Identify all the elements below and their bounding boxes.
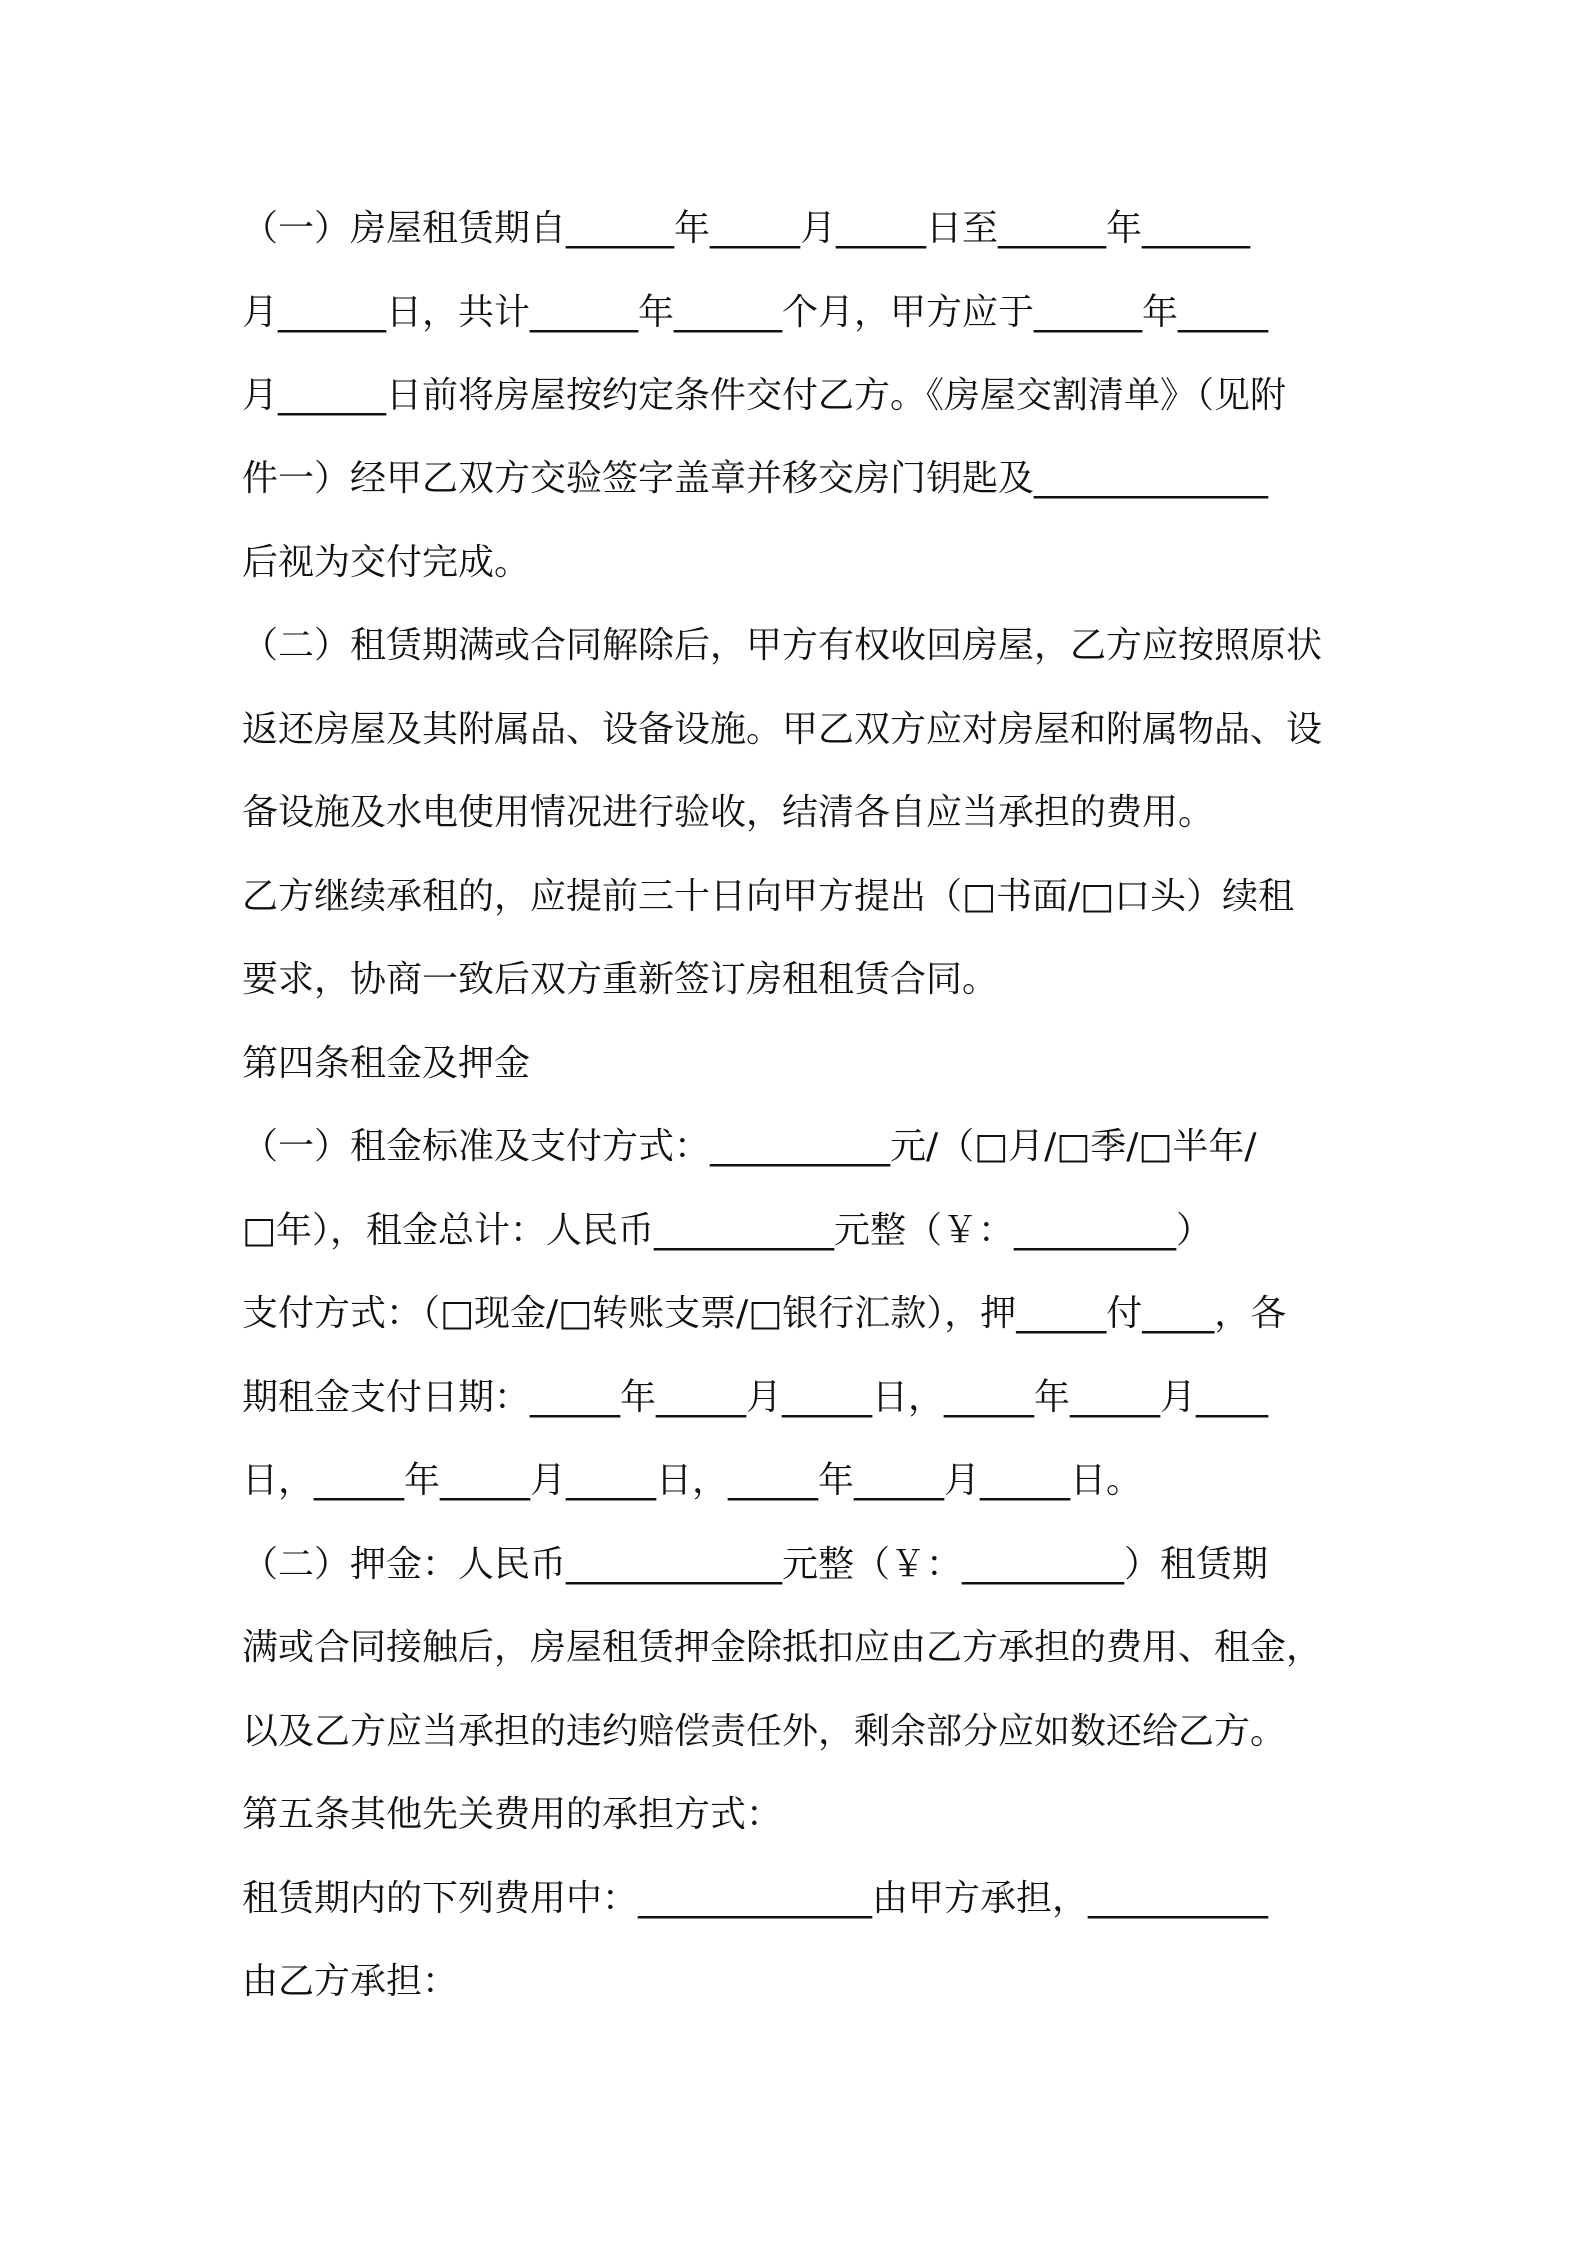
text-line: 月______日前将房屋按约定条件交付乙方。《房屋交割清单》（见附: [242, 375, 1287, 416]
text-line: 月______日，共计______年______个月，甲方应于______年_____: [242, 292, 1269, 333]
text-line: 期租金支付日期：_____年_____月_____日，_____年_____月____: [242, 1377, 1269, 1418]
text-line: 备设施及水电使用情况进行验收，结清各自应当承担的费用。: [242, 792, 1215, 833]
text-line: （二）租赁期满或合同解除后，甲方有权收回房屋，乙方应按照原状: [242, 625, 1323, 666]
text-line: 满或合同接触后，房屋租赁押金除抵扣应由乙方承担的费用、租金，: [242, 1627, 1323, 1668]
text-line: 由乙方承担：: [242, 1961, 459, 2002]
text-line: 件一）经甲乙双方交验签字盖章并移交房门钥匙及_____________: [242, 458, 1269, 499]
text-line: 返还房屋及其附属品、设备设施。甲乙双方应对房屋和附属物品、设: [242, 709, 1323, 750]
text-line: 以及乙方应当承担的违约赔偿责任外，剩余部分应如数还给乙方。: [242, 1711, 1287, 1752]
text-line: （一）房屋租赁期自______年_____月_____日至______年______: [242, 208, 1251, 249]
text-line: 后视为交付完成。: [242, 542, 531, 583]
text-line: （一）租金标准及支付方式：__________元/（□月/□季/□半年/: [242, 1126, 1257, 1167]
text-line: 支付方式：（□现金/□转账支票/□银行汇款），押_____付____，各: [242, 1293, 1287, 1334]
text-line: 租赁期内的下列费用中：_____________由甲方承担，__________: [242, 1878, 1269, 1919]
text-line: （二）押金：人民币____________元整（￥：_________）租赁期: [242, 1544, 1269, 1585]
section-heading: 第四条租金及押金: [242, 1043, 531, 1084]
section-heading: 第五条其他先关费用的承担方式：: [242, 1794, 783, 1835]
text-line: 日，_____年_____月_____日，_____年_____月_____日。: [242, 1460, 1142, 1501]
text-line: □年），租金总计：人民币__________元整（￥：_________）: [242, 1210, 1213, 1251]
text-line: 乙方继续承租的，应提前三十日向甲方提出（□书面/□口头）续租: [242, 876, 1295, 917]
text-line: 要求，协商一致后双方重新签订房租租赁合同。: [242, 959, 999, 1000]
